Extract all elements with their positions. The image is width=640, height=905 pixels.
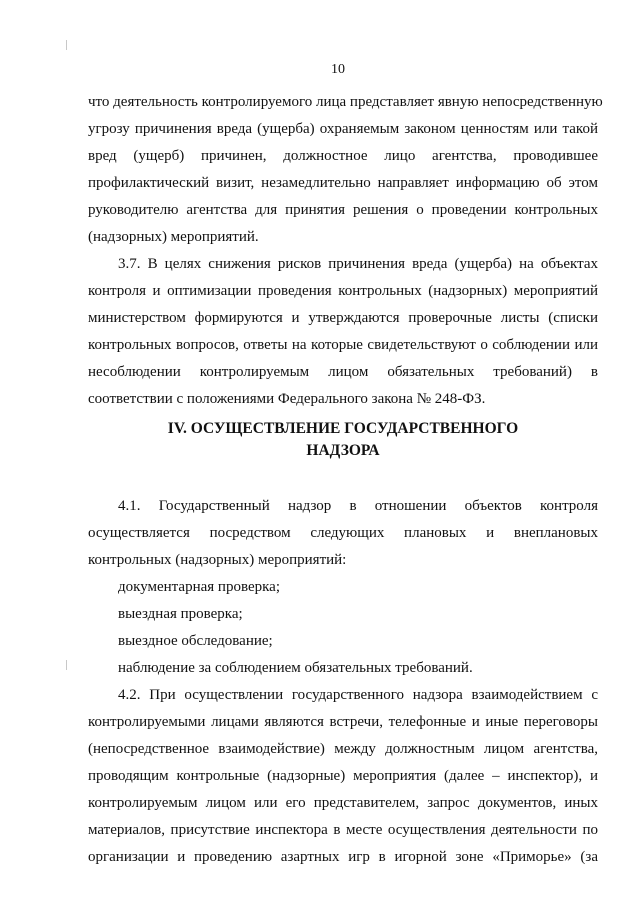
text-line: контроля и оптимизации проведения контрольных (надзорных) мероприятий — [88, 283, 598, 299]
text-line: осуществляется посредством следующих плановых и внеплановых — [88, 525, 598, 541]
text-line: что деятельность контролируемого лица представляет явную непосредственную — [88, 94, 603, 110]
text-line: (надзорных) мероприятий. — [88, 229, 259, 245]
text-line: контрольных вопросов, ответы на которые свидетельствуют о соблюдении или — [88, 337, 598, 353]
text-line: организации и проведению азартных игр в игорной зоне «Приморье» (за — [88, 849, 598, 865]
list-item: выездное обследование; — [118, 633, 273, 649]
text-line: 4.2. При осуществлении государственного надзора взаимодействием с — [118, 687, 598, 703]
text-line: руководителю агентства для принятия решения о проведении контрольных — [88, 202, 598, 218]
text-line: материалов, присутствие инспектора в месте осуществления деятельности по — [88, 822, 598, 838]
text-line: соответствии с положениями Федерального закона № 248-ФЗ. — [88, 391, 486, 407]
text-line: 4.1. Государственный надзор в отношении объектов контроля — [118, 498, 598, 514]
text-line: министерством формируются и утверждаются проверочные листы (списки — [88, 310, 598, 326]
text-line: 3.7. В целях снижения рисков причинения вреда (ущерба) на объектах — [118, 256, 598, 272]
list-item: выездная проверка; — [118, 606, 243, 622]
scan-mark — [66, 660, 67, 670]
page-number: 10 — [331, 62, 345, 77]
text-line: контролируемым лицом или его представителем, запрос документов, иных — [88, 795, 598, 811]
text-line: угрозу причинения вреда (ущерба) охраняемым законом ценностям или такой — [88, 121, 598, 137]
text-line: контрольных (надзорных) мероприятий: — [88, 552, 347, 568]
list-item: документарная проверка; — [118, 579, 280, 595]
text-line: профилактический визит, незамедлительно направляет информацию об этом — [88, 175, 598, 191]
text-line: контролируемыми лицами являются встречи, телефонные и иные переговоры — [88, 714, 598, 730]
text-line: вред (ущерб) причинен, должностное лицо агентства, проводившее — [88, 148, 598, 164]
section-heading-line: IV. ОСУЩЕСТВЛЕНИЕ ГОСУДАРСТВЕННОГО — [167, 420, 519, 437]
text-line: несоблюдении контролируемым лицом обязательных требований) в — [88, 364, 598, 380]
text-line: (непосредственное взаимодействие) между должностным лицом агентства, — [88, 741, 598, 757]
scan-mark — [66, 40, 67, 50]
section-heading-line: НАДЗОРА — [306, 442, 380, 459]
text-line: проводящим контрольные (надзорные) мероприятия (далее – инспектор), и — [88, 768, 598, 784]
list-item: наблюдение за соблюдением обязательных требований. — [118, 660, 473, 676]
